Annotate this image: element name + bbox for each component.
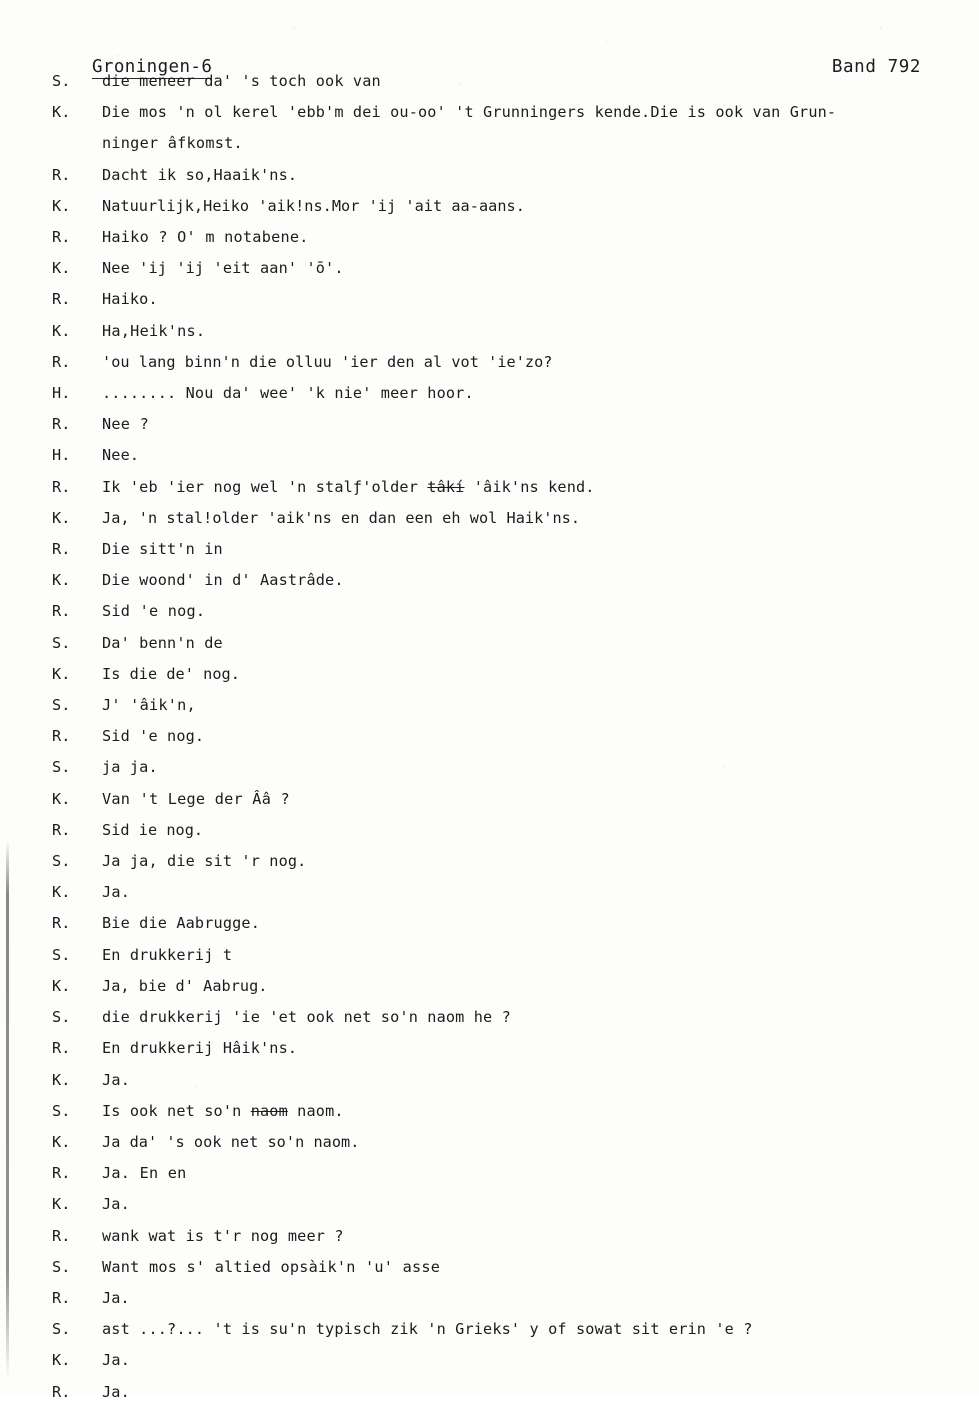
speaker-label: R. bbox=[52, 477, 71, 496]
transcript-line bbox=[52, 846, 952, 877]
transcript-line bbox=[52, 66, 952, 97]
utterance-text: Nee. bbox=[102, 446, 140, 465]
speaker-label: S. bbox=[52, 758, 71, 777]
utterance-text: ninger âfkomst. bbox=[102, 134, 243, 153]
utterance-text: die drukkerij 'ie 'et ook net so'n naom he ? bbox=[102, 1008, 511, 1027]
struck-text: tâkí bbox=[427, 477, 465, 496]
transcript-line bbox=[52, 222, 952, 253]
utterance-text: Natuurlijk,Heiko 'aik!ns.Mor 'ij 'ait aa-aans. bbox=[102, 196, 525, 215]
speaker-label: S. bbox=[52, 1257, 71, 1276]
utterance-text: Bie die Aabrugge. bbox=[102, 914, 260, 933]
utterance-text: Ik 'eb 'ier nog wel 'n stalƒ'older tâkí 'âik'ns kend. bbox=[102, 477, 595, 496]
transcript-line bbox=[52, 815, 952, 846]
utterance-text: Is die de' nog. bbox=[102, 664, 240, 683]
speaker-label: R. bbox=[52, 914, 71, 933]
struck-text: naom bbox=[250, 1101, 288, 1120]
speaker-label: R. bbox=[52, 415, 71, 434]
speaker-label: K. bbox=[52, 103, 71, 122]
speaker-label: K. bbox=[52, 1132, 71, 1151]
speaker-label: K. bbox=[52, 789, 71, 808]
transcript-line bbox=[52, 721, 952, 752]
utterance-text: Da' benn'n de bbox=[102, 633, 223, 652]
speaker-label: K. bbox=[52, 664, 71, 683]
utterance-text: Ja. bbox=[102, 1195, 130, 1214]
utterance-text: Sid 'e nog. bbox=[102, 727, 205, 746]
transcript-line bbox=[52, 659, 952, 690]
transcript-line bbox=[52, 1314, 952, 1345]
transcript-line bbox=[52, 1065, 952, 1096]
utterance-text: Van 't Lege der Ââ ? bbox=[102, 789, 290, 808]
speaker-label: H. bbox=[52, 384, 71, 403]
transcript-line bbox=[52, 1252, 952, 1283]
transcript-line bbox=[52, 1221, 952, 1252]
transcript-line bbox=[52, 628, 952, 659]
transcript-line bbox=[52, 503, 952, 534]
scan-edge-artifact bbox=[6, 840, 9, 1380]
utterance-text: Haiko. bbox=[102, 290, 158, 309]
speaker-label: K. bbox=[52, 508, 71, 527]
speaker-label: H. bbox=[52, 446, 71, 465]
band-number: Band 792 bbox=[831, 57, 921, 77]
transcript-line bbox=[52, 440, 952, 471]
utterance-text: Die woond' in d' Aastrâde. bbox=[102, 571, 344, 590]
utterance-text: Ja. bbox=[102, 1351, 131, 1370]
speaker-label: K. bbox=[52, 571, 71, 590]
utterance-text: Ja da' 's ook net so'n naom. bbox=[102, 1132, 360, 1151]
document-title: Groningen-6 bbox=[92, 58, 212, 79]
transcript-line bbox=[52, 752, 952, 783]
transcript-line bbox=[52, 908, 952, 939]
speaker-label: S. bbox=[52, 1320, 71, 1339]
utterance-text: Ja. bbox=[102, 1288, 130, 1307]
transcript-line bbox=[52, 1158, 952, 1189]
utterance-text: Is ook net so'n naom naom. bbox=[102, 1101, 344, 1120]
speaker-label: R. bbox=[52, 228, 71, 247]
transcript-line bbox=[52, 191, 952, 222]
speaker-label: R. bbox=[52, 1226, 71, 1245]
utterance-text: Sid 'e nog. bbox=[102, 602, 206, 621]
speaker-label: R. bbox=[52, 1164, 71, 1183]
speaker-label: R. bbox=[52, 165, 71, 184]
utterance-text: Haiko ? O' m notabene. bbox=[102, 228, 309, 247]
speaker-label: K. bbox=[52, 976, 71, 995]
speaker-label: R. bbox=[52, 1288, 71, 1307]
speaker-label: R. bbox=[52, 352, 71, 371]
utterance-text: En drukkerij t bbox=[102, 945, 233, 964]
speaker-label: S. bbox=[52, 696, 71, 715]
utterance-text: Nee ? bbox=[102, 415, 149, 434]
transcript-line bbox=[52, 347, 952, 378]
utterance-text: Sid ie nog. bbox=[102, 820, 204, 839]
transcript-line bbox=[52, 1189, 952, 1220]
utterance-text: J' 'âik'n, bbox=[102, 696, 196, 715]
speaker-label: R. bbox=[52, 540, 71, 559]
speaker-label: S. bbox=[52, 1008, 71, 1027]
speaker-label: K. bbox=[52, 196, 71, 215]
transcript-line bbox=[52, 534, 952, 565]
transcript-line bbox=[52, 128, 952, 159]
transcript-line bbox=[52, 1377, 952, 1408]
transcript-line bbox=[52, 409, 952, 440]
speaker-label: S. bbox=[52, 72, 71, 90]
speaker-label: R. bbox=[52, 820, 71, 839]
transcript-line bbox=[52, 1283, 952, 1314]
transcript-line bbox=[52, 253, 952, 284]
page-header bbox=[0, 28, 979, 77]
transcript-line bbox=[52, 316, 952, 347]
speaker-label: K. bbox=[52, 1351, 71, 1370]
utterance-text: Ja, bie d' Aabrug. bbox=[102, 976, 268, 995]
speaker-label: K. bbox=[52, 883, 71, 902]
utterance-text: Want mos s' altied opsàik'n 'u' asse bbox=[102, 1257, 441, 1276]
utterance-text: Ja. bbox=[102, 883, 131, 902]
utterance-text: 'ou lang binn'n die olluu 'ier den al vot 'ie'zo? bbox=[102, 352, 553, 371]
transcript-line bbox=[52, 1033, 952, 1064]
speaker-label: R. bbox=[52, 727, 71, 746]
utterance-text: Ja ja, die sit 'r nog. bbox=[102, 852, 307, 871]
transcript-line bbox=[52, 690, 952, 721]
utterance-text: Ja. bbox=[102, 1382, 130, 1401]
speaker-label: R. bbox=[52, 1382, 71, 1401]
transcript-line bbox=[52, 97, 952, 128]
transcript-line bbox=[52, 971, 952, 1002]
utterance-text: En drukkerij Hâik'ns. bbox=[102, 1039, 298, 1058]
transcript-body bbox=[52, 66, 952, 1408]
utterance-text: ast ...?... 't is su'n typisch zik 'n Grieks' y of sowat sit erin 'e ? bbox=[102, 1320, 753, 1339]
transcript-line bbox=[52, 596, 952, 627]
transcript-line bbox=[52, 1096, 952, 1127]
transcript-line bbox=[52, 472, 952, 503]
utterance-text: ........ Nou da' wee' 'k nie' meer hoor. bbox=[102, 384, 474, 403]
speaker-label: S. bbox=[52, 945, 71, 964]
transcript-line bbox=[52, 1345, 952, 1376]
transcript-line bbox=[52, 160, 952, 191]
utterance-text: Ha,Heik'ns. bbox=[102, 321, 206, 340]
speaker-label: R. bbox=[52, 602, 71, 621]
utterance-text: Ja, 'n stal!older 'aik'ns en dan een eh wol Haik'ns. bbox=[102, 508, 581, 527]
transcript-line bbox=[52, 877, 952, 908]
speaker-label: R. bbox=[52, 290, 71, 309]
transcript-line bbox=[52, 1127, 952, 1158]
speaker-label: K. bbox=[52, 321, 71, 340]
utterance-text: ja ja. bbox=[102, 758, 158, 777]
speaker-label: S. bbox=[52, 852, 71, 871]
speaker-label: K. bbox=[52, 259, 71, 278]
transcript-line bbox=[52, 378, 952, 409]
utterance-text: wank wat is t'r nog meer ? bbox=[102, 1226, 344, 1245]
transcript-line bbox=[52, 565, 952, 596]
transcript-line bbox=[52, 940, 952, 971]
transcript-line bbox=[52, 784, 952, 815]
utterance-text: Nee 'ij 'ij 'eit aan' 'ō'. bbox=[102, 259, 344, 278]
speaker-label: K. bbox=[52, 1070, 71, 1089]
transcript-line bbox=[52, 1002, 952, 1033]
speaker-label: K. bbox=[52, 1195, 71, 1214]
speaker-label: S. bbox=[52, 1101, 71, 1120]
utterance-text: Dacht ik so,Haaik'ns. bbox=[102, 165, 298, 184]
speaker-label: R. bbox=[52, 1039, 71, 1058]
utterance-text: Ja. En en bbox=[102, 1164, 187, 1183]
transcript-line bbox=[52, 284, 952, 315]
utterance-text: Die sitt'n in bbox=[102, 540, 223, 559]
utterance-text: Die mos 'n ol kerel 'ebb'm dei ou-oo' 't Grunningers kende.Die is ook van Grun- bbox=[102, 103, 837, 122]
speaker-label: S. bbox=[52, 633, 71, 652]
utterance-text: Ja. bbox=[102, 1070, 131, 1089]
utterance-text: die meneer da' 's toch ook van bbox=[102, 72, 381, 90]
